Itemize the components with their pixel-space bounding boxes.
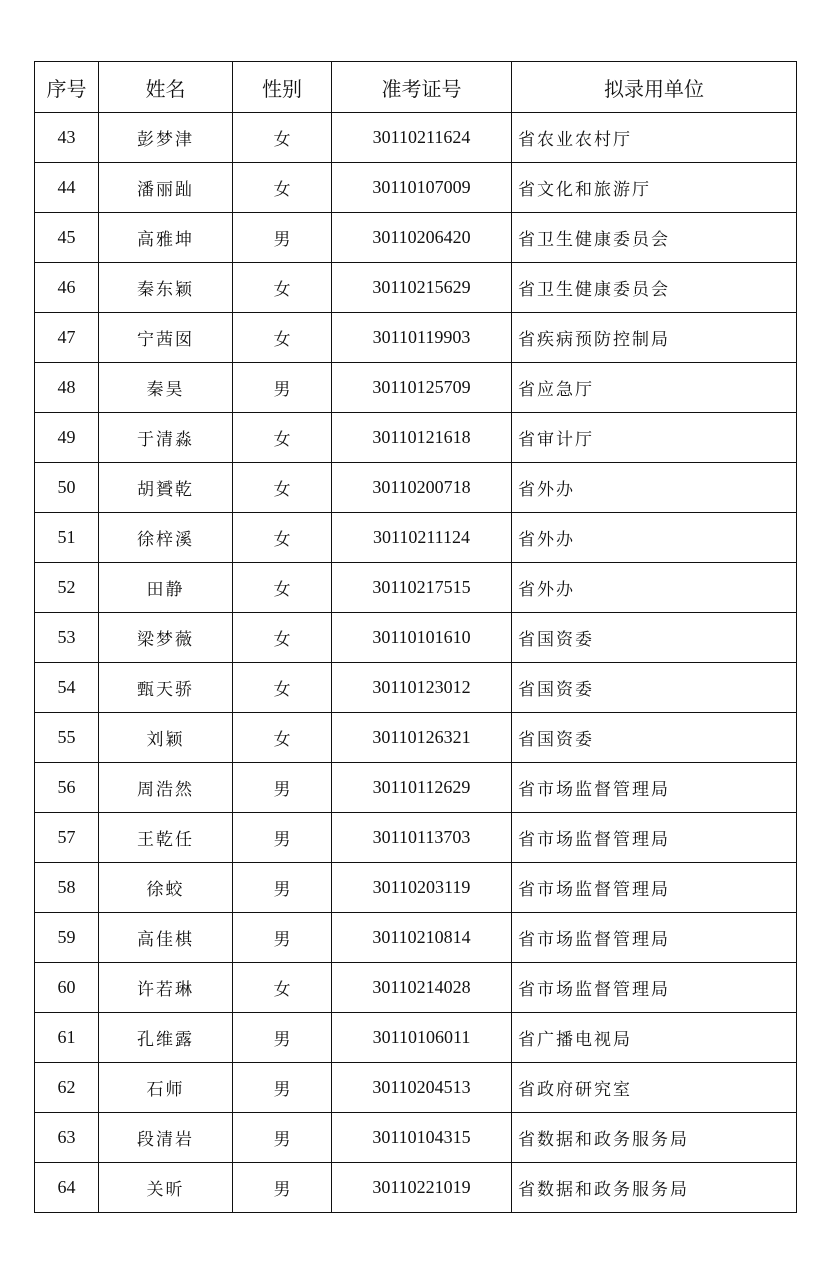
table-row [35,463,797,513]
cell-unit: 省政府研究室 [512,1063,797,1113]
cell-ticket: 30110206420 [332,213,512,263]
cell-name: 周浩然 [99,763,233,813]
cell-ticket: 30110203119 [332,863,512,913]
cell-ticket: 30110121618 [332,413,512,463]
table-row [35,163,797,213]
table-row [35,713,797,763]
cell-gender: 女 [233,113,332,163]
table-row [35,113,797,163]
table-row [35,363,797,413]
cell-seq: 44 [35,163,99,213]
cell-gender: 男 [233,1013,332,1063]
cell-seq: 52 [35,563,99,613]
cell-ticket: 30110210814 [332,913,512,963]
cell-name: 徐梓溪 [99,513,233,563]
cell-ticket: 30110211124 [332,513,512,563]
cell-unit: 省外办 [512,513,797,563]
cell-ticket: 30110106011 [332,1013,512,1063]
cell-gender: 男 [233,363,332,413]
cell-seq: 64 [35,1163,99,1213]
cell-ticket: 30110204513 [332,1063,512,1113]
cell-name: 胡贇乾 [99,463,233,513]
cell-seq: 55 [35,713,99,763]
cell-name: 于清淼 [99,413,233,463]
cell-seq: 51 [35,513,99,563]
cell-unit: 省国资委 [512,613,797,663]
cell-ticket: 30110113703 [332,813,512,863]
cell-ticket: 30110123012 [332,663,512,713]
cell-gender: 女 [233,463,332,513]
cell-gender: 女 [233,163,332,213]
cell-unit: 省农业农村厅 [512,113,797,163]
cell-ticket: 30110214028 [332,963,512,1013]
table-row [35,263,797,313]
cell-seq: 46 [35,263,99,313]
cell-seq: 48 [35,363,99,413]
cell-unit: 省国资委 [512,713,797,763]
table-header [35,62,797,113]
cell-gender: 男 [233,913,332,963]
cell-seq: 59 [35,913,99,963]
cell-seq: 49 [35,413,99,463]
table-row [35,963,797,1013]
cell-name: 许若琳 [99,963,233,1013]
cell-unit: 省数据和政务服务局 [512,1113,797,1163]
table-row [35,413,797,463]
cell-unit: 省外办 [512,563,797,613]
header-ticket: 准考证号 [332,62,512,113]
admission-roster-table [34,61,797,1213]
cell-unit: 省外办 [512,463,797,513]
cell-gender: 女 [233,313,332,363]
table-row [35,1013,797,1063]
cell-name: 刘颖 [99,713,233,763]
cell-gender: 女 [233,963,332,1013]
cell-unit: 省市场监督管理局 [512,763,797,813]
cell-unit: 省国资委 [512,663,797,713]
cell-unit: 省市场监督管理局 [512,813,797,863]
cell-unit: 省卫生健康委员会 [512,213,797,263]
header-row [35,62,797,113]
cell-ticket: 30110215629 [332,263,512,313]
table-row [35,563,797,613]
cell-seq: 60 [35,963,99,1013]
cell-gender: 男 [233,213,332,263]
cell-unit: 省卫生健康委员会 [512,263,797,313]
cell-seq: 63 [35,1113,99,1163]
cell-gender: 男 [233,1113,332,1163]
cell-unit: 省市场监督管理局 [512,913,797,963]
table-row [35,763,797,813]
header-seq: 序号 [35,62,99,113]
cell-ticket: 30110112629 [332,763,512,813]
cell-seq: 47 [35,313,99,363]
header-gender: 性别 [233,62,332,113]
cell-name: 梁梦薇 [99,613,233,663]
cell-ticket: 30110217515 [332,563,512,613]
cell-name: 高佳棋 [99,913,233,963]
cell-seq: 56 [35,763,99,813]
cell-name: 秦昊 [99,363,233,413]
cell-name: 宁茜囡 [99,313,233,363]
cell-ticket: 30110119903 [332,313,512,363]
cell-gender: 男 [233,813,332,863]
cell-name: 孔维露 [99,1013,233,1063]
table-row [35,613,797,663]
cell-ticket: 30110101610 [332,613,512,663]
header-name: 姓名 [99,62,233,113]
cell-gender: 男 [233,863,332,913]
cell-ticket: 30110125709 [332,363,512,413]
cell-gender: 女 [233,513,332,563]
cell-seq: 61 [35,1013,99,1063]
cell-gender: 女 [233,413,332,463]
cell-seq: 62 [35,1063,99,1113]
cell-gender: 女 [233,713,332,763]
cell-seq: 45 [35,213,99,263]
cell-name: 甄天骄 [99,663,233,713]
cell-gender: 女 [233,663,332,713]
table-row [35,663,797,713]
cell-name: 彭梦津 [99,113,233,163]
cell-name: 关昕 [99,1163,233,1213]
cell-seq: 58 [35,863,99,913]
cell-name: 王乾任 [99,813,233,863]
cell-gender: 男 [233,1163,332,1213]
table-row [35,213,797,263]
cell-gender: 男 [233,1063,332,1113]
cell-unit: 省疾病预防控制局 [512,313,797,363]
table-body [35,113,797,1213]
cell-seq: 43 [35,113,99,163]
table-row [35,313,797,363]
cell-unit: 省市场监督管理局 [512,963,797,1013]
cell-ticket: 30110211624 [332,113,512,163]
table-row [35,1113,797,1163]
cell-gender: 男 [233,763,332,813]
table-row [35,813,797,863]
cell-ticket: 30110221019 [332,1163,512,1213]
cell-ticket: 30110107009 [332,163,512,213]
cell-ticket: 30110200718 [332,463,512,513]
cell-unit: 省审计厅 [512,413,797,463]
table-row [35,1063,797,1113]
cell-unit: 省数据和政务服务局 [512,1163,797,1213]
cell-name: 潘丽䟖 [99,163,233,213]
cell-seq: 53 [35,613,99,663]
table-row [35,863,797,913]
table-row [35,513,797,563]
cell-unit: 省文化和旅游厅 [512,163,797,213]
table-row [35,913,797,963]
cell-ticket: 30110104315 [332,1113,512,1163]
cell-unit: 省广播电视局 [512,1013,797,1063]
cell-gender: 女 [233,263,332,313]
cell-seq: 50 [35,463,99,513]
cell-seq: 54 [35,663,99,713]
cell-unit: 省应急厅 [512,363,797,413]
cell-name: 段清岩 [99,1113,233,1163]
cell-unit: 省市场监督管理局 [512,863,797,913]
cell-gender: 女 [233,563,332,613]
cell-name: 高雅坤 [99,213,233,263]
cell-name: 石师 [99,1063,233,1113]
table-row [35,1163,797,1213]
header-unit: 拟录用单位 [512,62,797,113]
cell-ticket: 30110126321 [332,713,512,763]
cell-name: 徐蛟 [99,863,233,913]
cell-name: 秦东颖 [99,263,233,313]
cell-seq: 57 [35,813,99,863]
cell-gender: 女 [233,613,332,663]
cell-name: 田静 [99,563,233,613]
